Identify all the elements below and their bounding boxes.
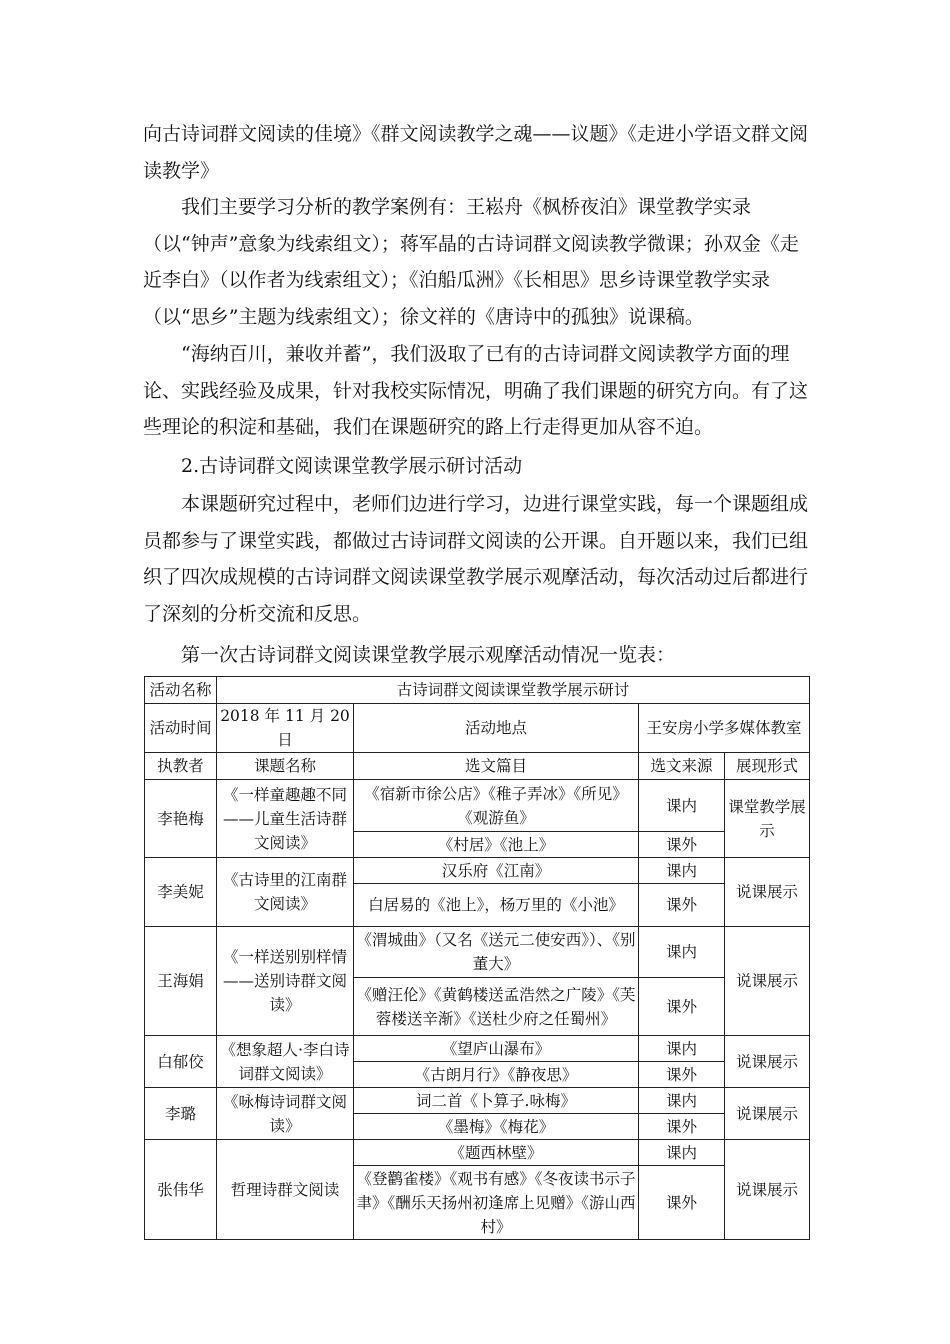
selected-texts: 《题西林壁》 (354, 1140, 639, 1166)
activity-name-label: 活动名称 (145, 677, 217, 704)
activity-place-value: 王安房小学多媒体教室 (639, 704, 810, 753)
lesson-topic: 《想象超人·李白诗词群文阅读》 (217, 1036, 354, 1088)
selected-texts: 《登鹳雀楼》《观书有感》《冬夜读书示子聿》《酬乐天扬州初逢席上见赠》《游山西村》 (354, 1166, 639, 1240)
teacher-name: 李璐 (145, 1088, 217, 1140)
text-source: 课外 (639, 1062, 725, 1088)
text-source: 课外 (639, 832, 725, 858)
teacher-name: 李美妮 (145, 858, 217, 927)
table-row (145, 780, 810, 832)
text-source: 课内 (639, 1140, 725, 1166)
table-row (145, 1088, 810, 1114)
text-source: 课内 (639, 780, 725, 832)
table-row (145, 858, 810, 884)
teacher-name: 王海娟 (145, 927, 217, 1036)
section-heading: 2.古诗词群文阅读课堂教学展示研讨活动 (181, 455, 523, 477)
table-row (145, 1140, 810, 1166)
selected-texts: 《村居》《池上》 (354, 832, 639, 858)
presentation-form: 说课展示 (725, 1036, 810, 1088)
text-source: 课外 (639, 1166, 725, 1240)
teacher-name: 张伟华 (145, 1140, 217, 1240)
header-source: 选文来源 (639, 753, 725, 780)
selected-texts: 《古朗月行》《静夜思》 (354, 1062, 639, 1088)
table-row (145, 704, 810, 753)
table-row (145, 677, 810, 704)
activity-name-value: 古诗词群文阅读课堂教学展示研讨 (217, 677, 810, 704)
selected-texts: 《墨梅》《梅花》 (354, 1114, 639, 1140)
selected-texts: 白居易的《池上》，杨万里的《小池》 (354, 884, 639, 927)
selected-texts: 《赠汪伦》《黄鹤楼送孟浩然之广陵》《芙蓉楼送辛渐》《送杜少府之任蜀州》 (354, 978, 639, 1036)
activity-table (144, 676, 810, 1240)
selected-texts: 《宿新市徐公店》《稚子弄冰》《所见》《观游鱼》 (354, 780, 639, 832)
lesson-topic: 《咏梅诗词群文阅读》 (217, 1088, 354, 1140)
lesson-topic: 哲理诗群文阅读 (217, 1140, 354, 1240)
text-source: 课内 (639, 927, 725, 978)
presentation-form: 说课展示 (725, 1088, 810, 1140)
lesson-topic: 《一样童趣趣不同——儿童生活诗群文阅读》 (217, 780, 354, 858)
text-source: 课内 (639, 1088, 725, 1114)
table-header-row (145, 753, 810, 780)
table-row (145, 927, 810, 978)
presentation-form: 说课展示 (725, 1140, 810, 1240)
table-caption: 第一次古诗词群文阅读课堂教学展示观摩活动情况一览表： (181, 644, 676, 666)
text-source: 课外 (639, 1114, 725, 1140)
teacher-name: 白郁佼 (145, 1036, 217, 1088)
activity-place-label: 活动地点 (354, 704, 639, 753)
text-source: 课外 (639, 884, 725, 927)
header-teacher: 执教者 (145, 753, 217, 780)
activity-time-value: 2018 年 11 月 20 日 (217, 704, 354, 753)
paragraph-references: 向古诗词群文阅读的佳境》《群文阅读教学之魂——议题》《走进小学语文群文阅读教学》 (143, 123, 809, 182)
lesson-topic: 《一样送别别样情——送别诗群文阅读》 (217, 927, 354, 1036)
header-form: 展现形式 (725, 753, 810, 780)
presentation-form: 说课展示 (725, 927, 810, 1036)
text-source: 课内 (639, 858, 725, 884)
selected-texts: 词二首《卜算子.咏梅》 (354, 1088, 639, 1114)
header-texts: 选文篇目 (354, 753, 639, 780)
activity-time-label: 活动时间 (145, 704, 217, 753)
teacher-name: 李艳梅 (145, 780, 217, 858)
paragraph-activities: 本课题研究过程中，老师们边进行学习，边进行课堂实践，每一个课题组成员都参与了课堂实践，都做过古诗词群文阅读的公开课。自开题以来，我们已组织了四次成规模的古诗词群文阅读课堂教学展示观摩活动，每次活动过后都进行了深刻的分析交流和反思。 (143, 493, 809, 625)
text-source: 课外 (639, 978, 725, 1036)
paragraph-case-studies: 我们主要学习分析的教学案例有：王崧舟《枫桥夜泊》课堂教学实录（以“钟声”意象为线索组文）；蒋军晶的古诗词群文阅读教学微课；孙双金《走近李白》（以作者为线索组文）；《泊船瓜洲》《长相思》思乡诗课堂教学实录（以“思乡”主题为线索组文）；徐文祥的《唐诗中的孤独》说课稿。 (143, 196, 799, 328)
presentation-form: 说课展示 (725, 858, 810, 927)
selected-texts: 汉乐府《江南》 (354, 858, 639, 884)
text-source: 课内 (639, 1036, 725, 1062)
header-topic: 课题名称 (217, 753, 354, 780)
selected-texts: 《渭城曲》（又名《送元二使安西》）、《别董大》 (354, 927, 639, 978)
paragraph-summary: “海纳百川，兼收并蓄”，我们汲取了已有的古诗词群文阅读教学方面的理论、实践经验及成果，针对我校实际情况，明确了我们课题的研究方向。有了这些理论的积淀和基础，我们在课题研究的路上行走得更加从容不迫。 (143, 343, 809, 438)
table-row (145, 1036, 810, 1062)
selected-texts: 《望庐山瀑布》 (354, 1036, 639, 1062)
lesson-topic: 《古诗里的江南群文阅读》 (217, 858, 354, 927)
presentation-form: 课堂教学展示 (725, 780, 810, 858)
